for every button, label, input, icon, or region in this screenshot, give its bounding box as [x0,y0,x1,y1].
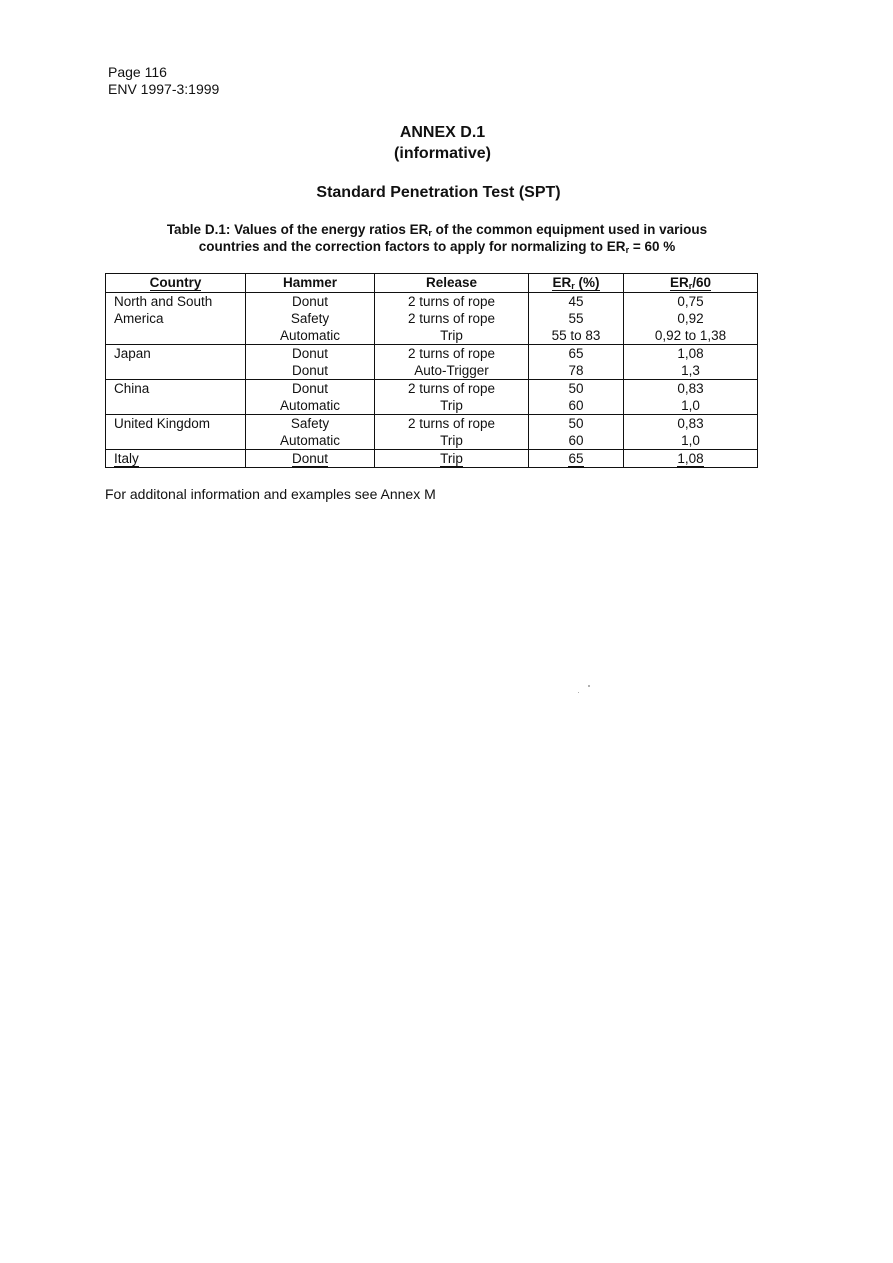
country-cell [106,362,246,380]
hammer-cell: Donut [246,450,375,468]
table-row [106,327,758,345]
page-number: Page 116 [108,64,167,80]
annex-subtitle: (informative) [394,145,491,162]
ratio-cell: 0,92 [624,310,758,327]
release-cell: Trip [375,397,529,415]
country-cell: China [106,380,246,398]
hammer-cell: Donut [246,293,375,311]
country-cell: America [106,310,246,327]
country-cell: North and South [106,293,246,311]
section-title [0,183,893,203]
country-cell [106,432,246,450]
scan-speck [578,692,579,693]
ratio-cell: 1,0 [624,397,758,415]
er-cell: 78 [529,362,624,380]
release-cell: Trip [375,450,529,468]
hammer-cell: Safety [246,310,375,327]
er-cell: 60 [529,432,624,450]
er-cell: 45 [529,293,624,311]
country-cell [106,327,246,345]
er-cell: 50 [529,380,624,398]
ratio-cell: 1,08 [624,450,758,468]
release-cell: Auto-Trigger [375,362,529,380]
energy-ratio-table [105,273,758,468]
ratio-cell: 0,75 [624,293,758,311]
document-id: ENV 1997-3:1999 [108,81,220,97]
ratio-cell: 0,83 [624,415,758,433]
header-country: Country [106,274,246,293]
release-cell: Trip [375,327,529,345]
ratio-cell: 1,3 [624,362,758,380]
hammer-cell: Automatic [246,397,375,415]
hammer-cell: Donut [246,380,375,398]
country-cell [106,397,246,415]
release-cell: 2 turns of rope [375,293,529,311]
table-row [106,345,758,363]
table-row [106,293,758,311]
country-cell: Italy [106,450,246,468]
header-er-ratio: $ER_r/60$ [624,274,758,293]
hammer-cell: Automatic [246,327,375,345]
header-er: $ER_r$ (%) [529,274,624,293]
ratio-cell: 0,83 [624,380,758,398]
er-cell: 55 [529,310,624,327]
footnote: For additonal information and examples see Annex M [105,486,436,502]
release-cell: 2 turns of rope [375,380,529,398]
er-cell: 65 [529,345,624,363]
caption-line-1: Table D.1: Values of the energy ratios $ER_r$ of the common equipment used in various [166,222,708,238]
table-header-row [106,274,758,293]
hammer-cell: Safety [246,415,375,433]
table-row [106,397,758,415]
hammer-cell: Donut [246,362,375,380]
annex-title: ANNEX D.1 [399,124,486,141]
header-release: Release [375,274,529,293]
country-cell: Japan [106,345,246,363]
table-row [106,310,758,327]
caption-line-2: countries and the correction factors to apply for normalizing to $ER_r = 60$ % [198,239,676,255]
table-row [106,362,758,380]
hammer-cell: Donut [246,345,375,363]
table-row [106,432,758,450]
table-caption [100,221,774,255]
page-header [108,64,219,98]
ratio-cell: 1,0 [624,432,758,450]
scan-speck [588,685,590,687]
hammer-cell: Automatic [246,432,375,450]
release-cell: 2 turns of rope [375,345,529,363]
table-row [106,415,758,433]
table-row [106,450,758,468]
country-cell: United Kingdom [106,415,246,433]
er-cell: 65 [529,450,624,468]
release-cell: Trip [375,432,529,450]
ratio-cell: 1,08 [624,345,758,363]
ratio-cell: 0,92 to 1,38 [624,327,758,345]
er-cell: 55 to 83 [529,327,624,345]
release-cell: 2 turns of rope [375,310,529,327]
er-cell: 50 [529,415,624,433]
release-cell: 2 turns of rope [375,415,529,433]
er-cell: 60 [529,397,624,415]
section-title-text: Standard Penetration Test (SPT) [316,184,561,201]
annex-heading [0,122,893,164]
header-hammer: Hammer [246,274,375,293]
table-row [106,380,758,398]
